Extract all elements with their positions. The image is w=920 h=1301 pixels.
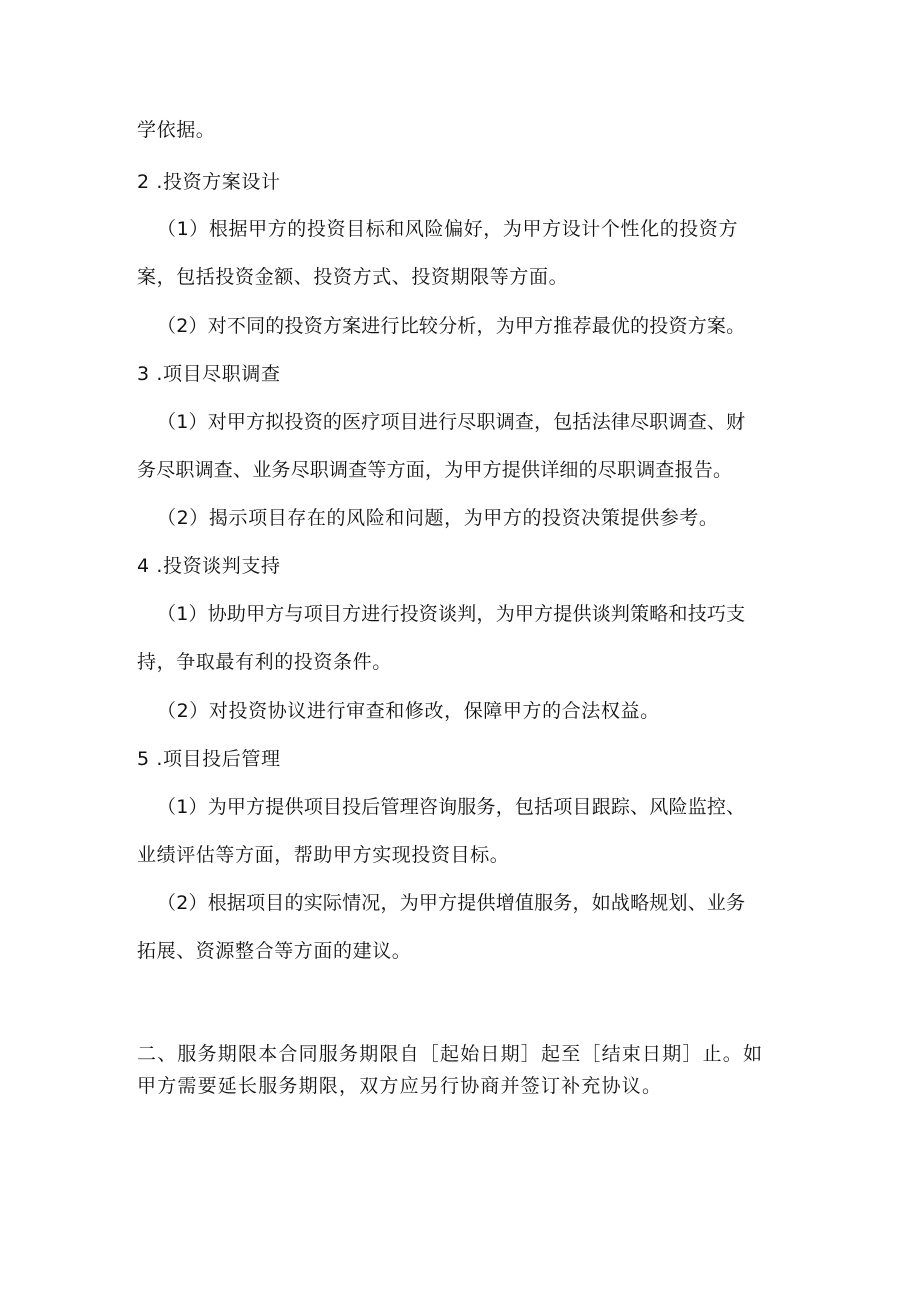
section-heading: 4 .投资谈判支持 [137, 555, 281, 577]
paragraph-line: （2）揭示项目存在的风险和问题，为甲方的投资决策提供参考。 [157, 507, 719, 529]
section-heading: 5 .项目投后管理 [137, 748, 281, 770]
section-heading: 2 .投资方案设计 [137, 171, 281, 193]
paragraph-line: 持，争取最有利的投资条件。 [137, 651, 392, 673]
paragraph-line: 拓展、资源整合等方面的建议。 [137, 940, 412, 962]
paragraph-line: （1）对甲方拟投资的医疗项目进行尽职调查，包括法律尽职调查、财 [157, 411, 746, 433]
paragraph-line: 甲方需要延长服务期限，双方应另行协商并签订补充协议。 [137, 1075, 663, 1097]
paragraph-line: （2）对不同的投资方案进行比较分析，为甲方推荐最优的投资方案。 [157, 315, 746, 337]
paragraph-line: （1）协助甲方与项目方进行投资谈判，为甲方提供谈判策略和技巧支 [157, 603, 746, 625]
paragraph-line: （2）根据项目的实际情况，为甲方提供增值服务，如战略规划、业务 [157, 892, 746, 914]
section-heading: 3 .项目尽职调查 [137, 363, 281, 385]
paragraph-line: （1）为甲方提供项目投后管理咨询服务，包括项目跟踪、风险监控、 [157, 796, 746, 818]
paragraph-line: 业绩评估等方面，帮助甲方实现投资目标。 [137, 844, 510, 866]
paragraph-line: 务尽职调查、业务尽职调查等方面，为甲方提供详细的尽职调查报告。 [137, 459, 733, 481]
paragraph-line: 案，包括投资金额、投资方式、投资期限等方面。 [137, 266, 569, 288]
paragraph-line: （1）根据甲方的投资目标和风险偏好，为甲方设计个性化的投资方 [157, 218, 739, 240]
paragraph-line: （2）对投资协议进行审查和修改，保障甲方的合法权益。 [157, 700, 660, 722]
chapter-heading-line: 二、服务期限本合同服务期限自［起始日期］起至［结束日期］止。如 [137, 1043, 764, 1065]
paragraph-line: 学依据。 [137, 119, 216, 141]
